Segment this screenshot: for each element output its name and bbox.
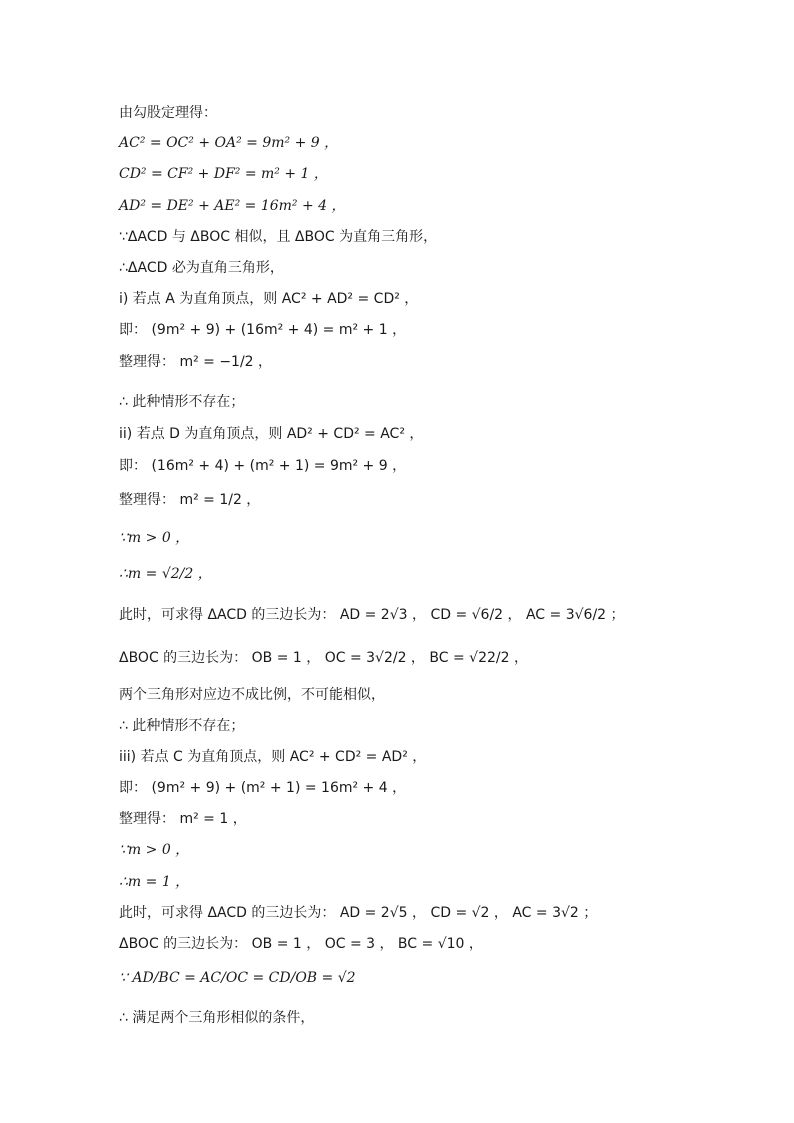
line-22 [119, 809, 247, 829]
line-text: ∴ 此种情形不存在； [119, 718, 245, 734]
line-3 [119, 164, 328, 184]
line-text: 整理得： m² = −1/2 ， [119, 354, 273, 370]
line-26 [119, 934, 483, 954]
line-text: ΔBOC 的三边长为： OB = 1 ， OC = 3 ， BC = √10 ， [119, 936, 483, 952]
line-text: 即： (9m² + 9) + (m² + 1) = 16m² + 4 ， [119, 780, 407, 796]
line-text: AD² = DE² + AE² = 16m² + 4 ， [119, 198, 346, 214]
line-text: ΔBOC 的三边长为： OB = 1 ， OC = 3√2/2 ， BC = √22/2 ， [119, 650, 528, 666]
line-text: ∵ AD/BC = AC/OC = CD/OB = √2 [119, 970, 356, 986]
line-6 [119, 258, 284, 278]
line-text: ii) 若点 D 为直角顶点，则 AD² + CD² = AC² ， [119, 426, 424, 442]
line-1 [119, 103, 217, 123]
line-5 [119, 227, 437, 247]
line-text: 此时，可求得 ΔACD 的三边长为： AD = 2√3 ， CD = √6/2 ， AC = 3√6/2 ； [119, 607, 625, 623]
line-14 [119, 528, 189, 548]
line-12 [119, 456, 406, 476]
line-9 [119, 352, 272, 372]
line-19 [119, 716, 244, 736]
line-20 [119, 747, 426, 767]
line-text: 整理得： m² = 1 ， [119, 811, 247, 827]
line-text: ∴m = √2/2 ， [119, 566, 212, 582]
line-21 [119, 778, 406, 798]
line-text: 此时，可求得 ΔACD 的三边长为： AD = 2√5 ， CD = √2 ， AC = 3√2 ； [119, 905, 598, 921]
line-text: ∴ 满足两个三角形相似的条件， [119, 1010, 315, 1026]
line-15 [119, 564, 212, 584]
line-text: ∵ΔACD 与 ΔBOC 相似，且 ΔBOC 为直角三角形， [119, 229, 438, 245]
line-text: 由勾股定理得： [119, 105, 217, 121]
line-7 [119, 289, 418, 309]
line-text: ∴ΔACD 必为直角三角形， [119, 260, 284, 276]
line-18 [119, 685, 385, 705]
line-text: 即： (9m² + 9) + (16m² + 4) = m² + 1 ， [119, 322, 407, 338]
line-2 [119, 133, 338, 153]
line-text: CD² = CF² + DF² = m² + 1 ， [119, 166, 328, 182]
line-13 [119, 490, 260, 510]
line-23 [119, 840, 189, 860]
line-text: 整理得： m² = 1/2 ， [119, 492, 261, 508]
line-text: i) 若点 A 为直角顶点，则 AC² + AD² = CD² ， [119, 291, 419, 307]
line-27 [119, 968, 356, 988]
line-11 [119, 424, 423, 444]
line-text: ∵m > 0 ， [119, 842, 190, 858]
line-text: ∵m > 0 ， [119, 530, 190, 546]
line-10 [119, 392, 244, 412]
line-text: ∴m = 1 ， [119, 874, 190, 890]
line-8 [119, 320, 406, 340]
line-text: 两个三角形对应边不成比例，不可能相似， [119, 687, 385, 703]
line-text: ∴ 此种情形不存在； [119, 394, 245, 410]
line-16 [119, 605, 625, 625]
line-17 [119, 648, 528, 668]
line-4 [119, 196, 346, 216]
line-text: AC² = OC² + OA² = 9m² + 9 ， [119, 135, 339, 151]
line-25 [119, 903, 597, 923]
line-24 [119, 872, 189, 892]
line-text: 即： (16m² + 4) + (m² + 1) = 9m² + 9 ， [119, 458, 407, 474]
line-text: iii) 若点 C 为直角顶点，则 AC² + CD² = AD² ， [119, 749, 427, 765]
line-28 [119, 1008, 314, 1028]
